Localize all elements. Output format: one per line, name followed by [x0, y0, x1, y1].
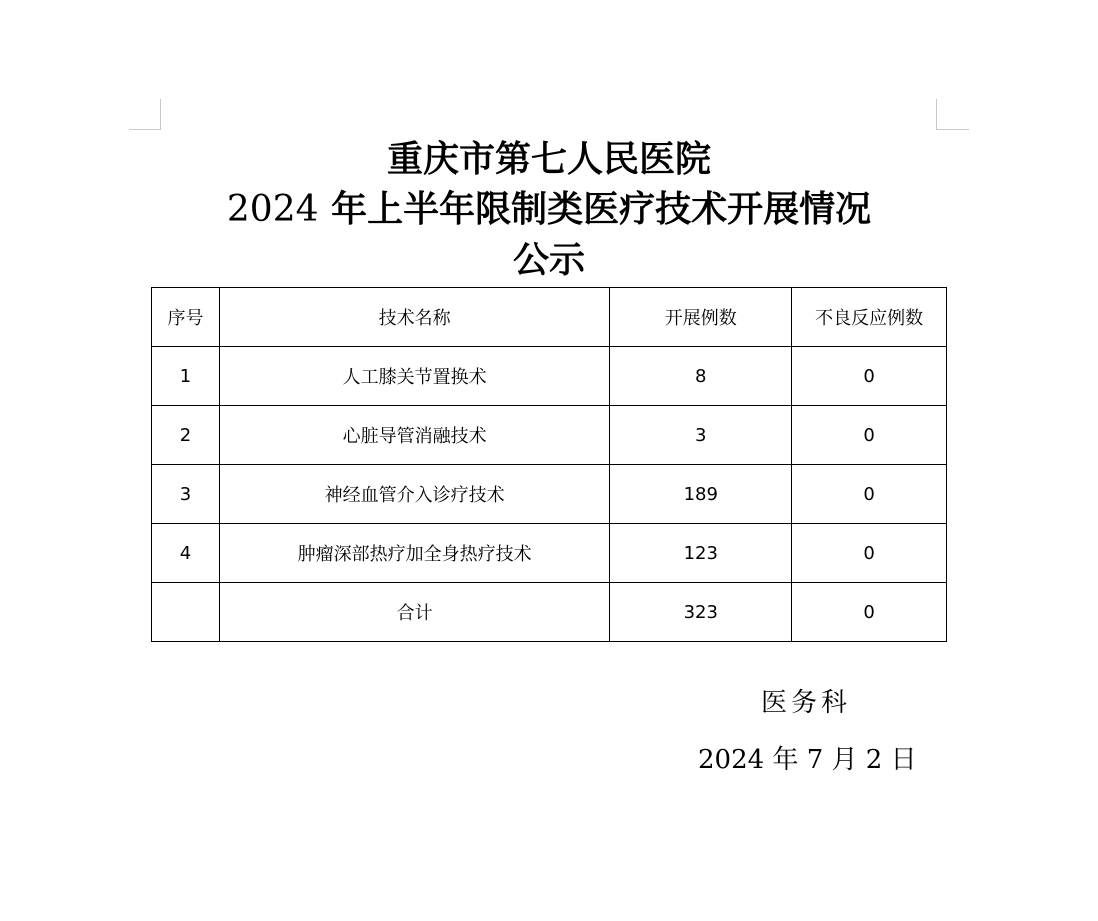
total-cases: 323: [610, 583, 792, 642]
cell-adverse: 0: [792, 347, 947, 406]
total-no: [152, 583, 220, 642]
total-adverse: 0: [792, 583, 947, 642]
header-name: 技术名称: [219, 288, 609, 347]
crop-mark-top-right-horizontal: [936, 129, 969, 130]
title-subject: [0, 184, 1098, 235]
table-row: [152, 406, 947, 465]
cell-cases: 8: [610, 347, 792, 406]
signature-department: 医务科: [761, 688, 852, 718]
cell-name: 心脏导管消融技术: [219, 406, 609, 465]
cell-no: 1: [152, 347, 220, 406]
header-adverse: 不良反应例数: [792, 288, 947, 347]
cell-name: 肿瘤深部热疗加全身热疗技术: [219, 524, 609, 583]
crop-mark-top-left-horizontal: [129, 129, 161, 130]
cell-name: 人工膝关节置换术: [219, 347, 609, 406]
header-no: 序号: [152, 288, 220, 347]
signature-date: 2024 年 7 月 2 日: [698, 745, 917, 775]
cell-cases: 123: [610, 524, 792, 583]
cell-name: 神经血管介入诊疗技术: [219, 465, 609, 524]
table-header-row: [152, 288, 947, 347]
title-year: 2024: [226, 189, 319, 230]
cell-adverse: 0: [792, 524, 947, 583]
technology-table: [151, 287, 947, 642]
header-cases: 开展例数: [610, 288, 792, 347]
crop-mark-top-left-vertical: [160, 99, 161, 130]
title-announcement: 公示: [512, 239, 585, 281]
document-title: [0, 134, 1098, 285]
cell-cases: 189: [610, 465, 792, 524]
crop-mark-top-right-vertical: [936, 99, 937, 130]
cell-no: 3: [152, 465, 220, 524]
table-total-row: [152, 583, 947, 642]
table-row: [152, 465, 947, 524]
table-row: [152, 524, 947, 583]
cell-adverse: 0: [792, 406, 947, 465]
cell-adverse: 0: [792, 465, 947, 524]
cell-no: 4: [152, 524, 220, 583]
table-row: [152, 347, 947, 406]
title-hospital: 重庆市第七人民医院: [386, 138, 711, 180]
title-subject-text: 年上半年限制类医疗技术开展情况: [318, 188, 872, 230]
cell-no: 2: [152, 406, 220, 465]
cell-cases: 3: [610, 406, 792, 465]
total-label: 合计: [219, 583, 609, 642]
